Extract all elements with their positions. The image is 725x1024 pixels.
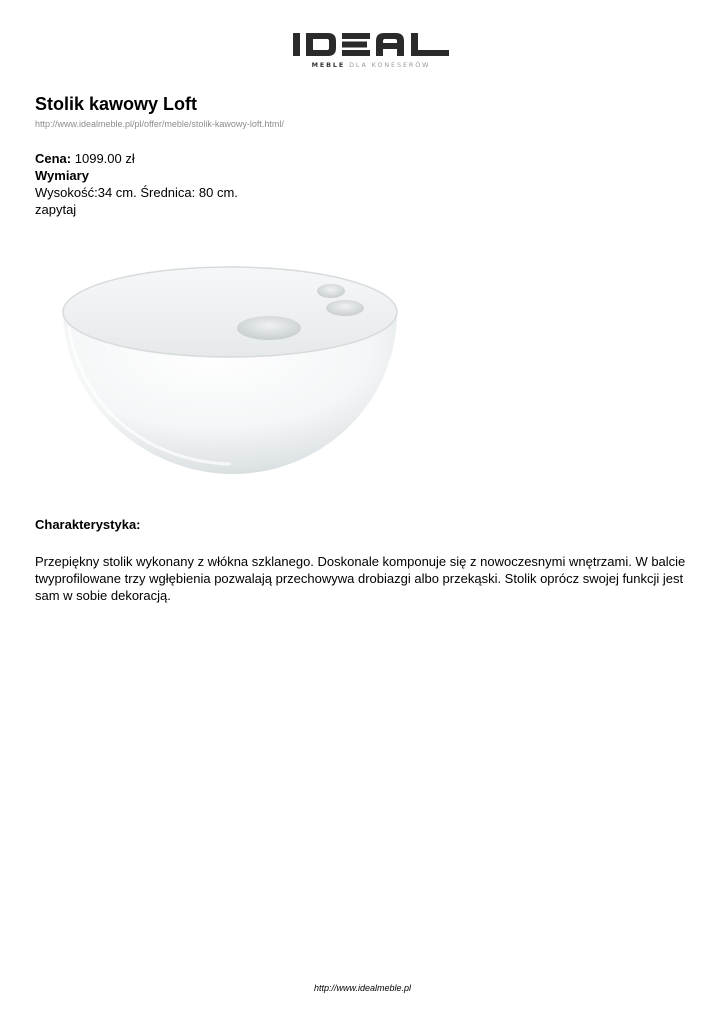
- price-value: 1099.00 zł: [74, 151, 135, 166]
- footer-url[interactable]: http://www.idealmeble.pl: [313, 983, 412, 993]
- dimensions-value: Wysokość:34 cm. Średnica: 80 cm.: [35, 185, 238, 200]
- product-image: [35, 234, 425, 498]
- ideal-wordmark: [290, 30, 452, 60]
- characteristics-text: Przepiękny stolik wykonany z włókna szklanego. Doskonale komponuje się z nowoczesnymi wnętrzami. W balcie twyprofilowane trzy wgłębienia pozwalają przechowywa drobiazgi albo przekąski. Stolik oprócz swojej funkcji jest sam w sobie dekoracją.: [35, 554, 686, 603]
- product-info: [35, 150, 238, 218]
- price-label: Cena:: [35, 151, 72, 166]
- price-row: [35, 150, 238, 167]
- product-url[interactable]: http://www.idealmeble.pl/pl/offer/meble/stolik-kawowy-loft.html/: [35, 119, 284, 129]
- characteristics-heading: Charakterystyka:: [35, 517, 141, 532]
- logo-tagline-rest: DLA KONESERÓW: [349, 61, 431, 69]
- ask-link[interactable]: zapytaj: [35, 202, 77, 217]
- brand-logo: [290, 30, 452, 72]
- product-title: Stolik kawowy Loft: [35, 94, 198, 114]
- dimensions-label: Wymiary: [35, 168, 89, 183]
- logo-tagline-main: MEBLE: [311, 61, 346, 69]
- logo-tagline: [290, 61, 452, 69]
